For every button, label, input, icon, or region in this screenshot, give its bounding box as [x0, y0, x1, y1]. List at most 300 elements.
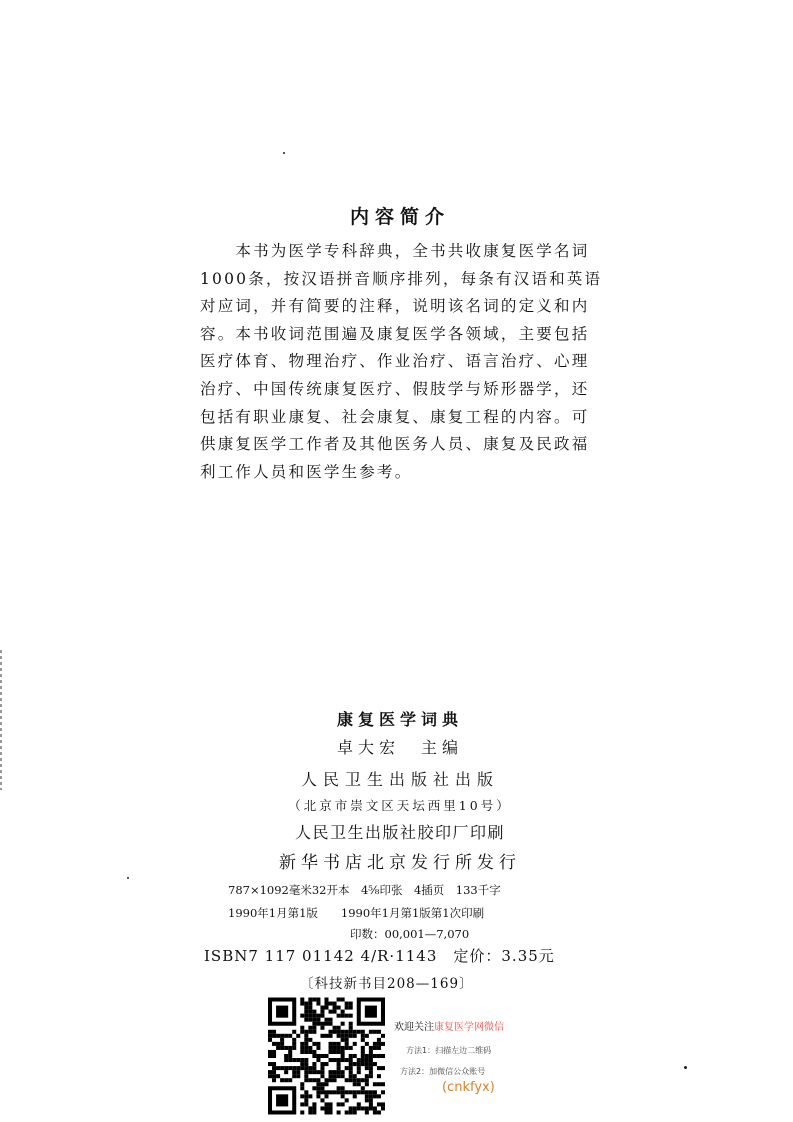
qr-module [349, 1014, 353, 1018]
welcome-highlight: 康复医学网微信 [434, 1022, 504, 1033]
qr-module [284, 1058, 288, 1062]
qr-module [304, 1038, 308, 1042]
qr-module [324, 1002, 328, 1006]
qr-module [308, 1014, 312, 1018]
qr-module [341, 1022, 345, 1026]
qr-module [320, 1034, 324, 1038]
qr-module [316, 1014, 320, 1018]
qr-module [320, 1014, 324, 1018]
qr-module [304, 1078, 308, 1082]
qr-module [365, 1110, 369, 1114]
qr-module [300, 1086, 304, 1090]
qr-module [377, 1074, 381, 1078]
qr-module [268, 1054, 272, 1058]
qr-module [333, 1010, 337, 1014]
qr-module [304, 1102, 308, 1106]
qr-module [280, 1066, 284, 1070]
qr-module [377, 1066, 381, 1070]
qr-module [377, 1030, 381, 1034]
qr-module [272, 1066, 276, 1070]
qr-module [333, 1006, 337, 1010]
qr-module [292, 1070, 296, 1074]
qr-module [300, 1058, 304, 1062]
qr-module [369, 1098, 373, 1102]
qr-module [341, 1030, 345, 1034]
qr-module [337, 1090, 341, 1094]
qr-module [324, 1106, 328, 1110]
qr-module [365, 1078, 369, 1082]
qr-module [333, 1002, 337, 1006]
qr-module [312, 1106, 316, 1110]
qr-module [361, 1038, 365, 1042]
qr-module [341, 1050, 345, 1054]
qr-module [284, 1046, 288, 1050]
qr-module [308, 1006, 312, 1010]
qr-module [337, 1086, 341, 1090]
qr-module [288, 1058, 292, 1062]
qr-module [345, 1042, 349, 1046]
qr-module [312, 1042, 316, 1046]
qr-module [296, 1058, 300, 1062]
qr-module [324, 998, 328, 1002]
qr-module [349, 1070, 353, 1074]
qr-module [320, 1106, 324, 1110]
publisher-address: （北京市崇文区天坛西里10号） [288, 798, 512, 813]
qr-module [300, 1062, 304, 1066]
qr-module [324, 1006, 328, 1010]
scan-speck [127, 877, 129, 879]
qr-module [345, 1090, 349, 1094]
qr-module [320, 1086, 324, 1090]
qr-module [353, 1074, 357, 1078]
qr-module [276, 1066, 280, 1070]
qr-module [337, 1070, 341, 1074]
qr-module [280, 1046, 284, 1050]
qr-module [288, 1078, 292, 1082]
qr-module [300, 1026, 304, 1030]
qr-module [288, 1054, 292, 1058]
qr-module [316, 1018, 320, 1022]
qr-module [357, 1066, 361, 1070]
qr-module [349, 1106, 353, 1110]
intro-line: 1000条，按汉语拼音顺序排列，每条有汉语和英语 [200, 269, 603, 288]
qr-module [316, 1002, 320, 1006]
qr-module [304, 1098, 308, 1102]
qr-module [361, 1050, 365, 1054]
qr-module [345, 1098, 349, 1102]
scan-speck [283, 152, 285, 154]
qr-module [272, 1030, 276, 1034]
qr-module [324, 1094, 328, 1098]
qr-module [292, 1066, 296, 1070]
qr-module [369, 1070, 373, 1074]
qr-module [320, 1082, 324, 1086]
qr-module [312, 1026, 316, 1030]
qr-module [341, 1086, 345, 1090]
qr-module [312, 1010, 316, 1014]
qr-module [284, 1034, 288, 1038]
qr-module [361, 1054, 365, 1058]
qr-module [324, 1090, 328, 1094]
qr-module [304, 1030, 308, 1034]
qr-module [288, 1050, 292, 1054]
qr-module [320, 1062, 324, 1066]
qr-module [361, 1086, 365, 1090]
qr-module [329, 1022, 333, 1026]
qr-module [333, 1078, 337, 1082]
qr-module [369, 1106, 373, 1110]
qr-module [353, 1030, 357, 1034]
intro-line: 包括有职业康复、社会康复、康复工程的内容。可 [200, 407, 590, 426]
qr-module [292, 1042, 296, 1046]
qr-module [268, 1070, 272, 1074]
qr-module [341, 1034, 345, 1038]
qr-module [337, 1062, 341, 1066]
qr-module [349, 1110, 353, 1114]
watermark-account: (cnkfyx) [442, 1080, 495, 1095]
qr-module [324, 1062, 328, 1066]
qr-code-icon [268, 997, 385, 1115]
qr-module [381, 1090, 385, 1094]
qr-module [316, 1082, 320, 1086]
qr-module [329, 1110, 333, 1114]
qr-module [361, 1062, 365, 1066]
qr-module [369, 1074, 373, 1078]
qr-module [308, 1094, 312, 1098]
publisher: 人民卫生出版社出版 [300, 770, 499, 789]
qr-module [341, 1010, 345, 1014]
qr-module [369, 1090, 373, 1094]
qr-module [357, 1106, 361, 1110]
qr-module [268, 1034, 272, 1038]
qr-module [292, 1074, 296, 1078]
qr-module [272, 1050, 276, 1054]
qr-module [377, 1082, 381, 1086]
qr-module [300, 1050, 304, 1054]
qr-module [312, 1022, 316, 1026]
qr-module [308, 1038, 312, 1042]
qr-module [341, 998, 345, 1002]
qr-module [373, 1094, 377, 1098]
qr-module [365, 1106, 369, 1110]
qr-module [284, 1078, 288, 1082]
qr-module [304, 1034, 308, 1038]
qr-module [329, 1078, 333, 1082]
qr-module [353, 1078, 357, 1082]
qr-module [304, 1066, 308, 1070]
qr-module [341, 1102, 345, 1106]
qr-module [357, 1082, 361, 1086]
qr-module [349, 1006, 353, 1010]
qr-module [308, 1018, 312, 1022]
qr-module [304, 1018, 308, 1022]
qr-module [353, 1054, 357, 1058]
qr-module [268, 1050, 272, 1054]
distributor: 新华书店北京发行所发行 [279, 853, 521, 873]
qr-module [296, 1066, 300, 1070]
qr-module [320, 1098, 324, 1102]
qr-module [329, 1002, 333, 1006]
qr-module [337, 1066, 341, 1070]
qr-module [377, 1102, 381, 1106]
qr-module [369, 1030, 373, 1034]
qr-module [320, 1026, 324, 1030]
qr-module [357, 1058, 361, 1062]
qr-module [349, 1002, 353, 1006]
format-info: 787×1092毫米32开本 4⅝印张 4插页 133千字 [228, 883, 501, 897]
qr-module [333, 1030, 337, 1034]
qr-module [341, 1046, 345, 1050]
editor: 卓大宏 主编 [336, 738, 463, 757]
qr-module [349, 1026, 353, 1030]
qr-module [316, 1070, 320, 1074]
qr-module [353, 1042, 357, 1046]
qr-module [288, 1034, 292, 1038]
qr-module [353, 1082, 357, 1086]
qr-module [337, 1006, 341, 1010]
qr-module [312, 1102, 316, 1106]
qr-module [333, 1070, 337, 1074]
qr-module [329, 1046, 333, 1050]
qr-module [324, 1102, 328, 1106]
qr-module [353, 1062, 357, 1066]
qr-module [337, 1110, 341, 1114]
qr-module [304, 1094, 308, 1098]
qr-module [304, 1042, 308, 1046]
qr-module [280, 1038, 284, 1042]
qr-module [341, 1094, 345, 1098]
isbn-price: ISBN7 117 01142 4/R·1143 定价：3.35元 [204, 947, 555, 965]
qr-module [349, 1046, 353, 1050]
qr-module [316, 1054, 320, 1058]
qr-module [369, 1046, 373, 1050]
qr-module [353, 1110, 357, 1114]
qr-module [316, 1022, 320, 1026]
watermark-method2: 方法2：加微信公众账号 [400, 1067, 486, 1076]
qr-module [300, 1042, 304, 1046]
watermark-welcome [394, 1018, 504, 1033]
qr-module [381, 1102, 385, 1106]
qr-module [365, 1074, 369, 1078]
qr-module [345, 1006, 349, 1010]
qr-module [324, 1018, 328, 1022]
qr-module [337, 1030, 341, 1034]
print-run: 印数：00,001—7,070 [350, 927, 470, 941]
qr-module [324, 1082, 328, 1086]
qr-module [300, 1066, 304, 1070]
qr-module [369, 1102, 373, 1106]
intro-paragraph [200, 238, 610, 486]
intro-title: 内容简介 [349, 206, 450, 228]
qr-module [308, 1110, 312, 1114]
qr-module [304, 1046, 308, 1050]
qr-module [337, 1042, 341, 1046]
qr-module [365, 1082, 369, 1086]
qr-module [329, 1018, 333, 1022]
qr-module [308, 1050, 312, 1054]
qr-module [381, 1042, 385, 1046]
qr-module [292, 1046, 296, 1050]
intro-line: 本书为医学专科辞典，全书共收康复医学名词 [200, 242, 590, 260]
qr-module [300, 1030, 304, 1034]
qr-module [349, 1062, 353, 1066]
qr-module [361, 1046, 365, 1050]
qr-module [373, 1090, 377, 1094]
qr-module [345, 1058, 349, 1062]
qr-module [369, 1094, 373, 1098]
qr-module [361, 1030, 365, 1034]
qr-module [377, 1046, 381, 1050]
qr-module [300, 1082, 304, 1086]
qr-module [337, 1058, 341, 1062]
qr-module [369, 1054, 373, 1058]
intro-line: 供康复医学工作者及其他医务人员、康复及民政福 [200, 435, 590, 454]
qr-module [337, 1014, 341, 1018]
qr-module [353, 1094, 357, 1098]
qr-module [308, 1046, 312, 1050]
qr-module [365, 1042, 369, 1046]
qr-module [304, 1062, 308, 1066]
qr-module [365, 1058, 369, 1062]
qr-module [361, 1078, 365, 1082]
qr-module [341, 1070, 345, 1074]
qr-module [316, 1078, 320, 1082]
qr-module [337, 998, 341, 1002]
qr-module [276, 1074, 280, 1078]
qr-module [304, 1090, 308, 1094]
qr-module [276, 1034, 280, 1038]
qr-module [276, 1046, 280, 1050]
qr-module [357, 1078, 361, 1082]
qr-module [324, 1034, 328, 1038]
qr-module [345, 1014, 349, 1018]
qr-module [357, 1030, 361, 1034]
qr-module [268, 1062, 272, 1066]
qr-module [280, 1042, 284, 1046]
qr-module [272, 1054, 276, 1058]
qr-module [288, 1046, 292, 1050]
qr-module [361, 1090, 365, 1094]
qr-module [373, 1082, 377, 1086]
qr-module [312, 1014, 316, 1018]
qr-module [377, 1038, 381, 1042]
qr-module [304, 1074, 308, 1078]
qr-module [349, 1058, 353, 1062]
qr-module [324, 1078, 328, 1082]
qr-module [292, 1030, 296, 1034]
qr-module [349, 1090, 353, 1094]
qr-module [349, 1022, 353, 1026]
qr-module [276, 1042, 280, 1046]
qr-module [272, 1034, 276, 1038]
qr-module [353, 1090, 357, 1094]
edition-info: 1990年1月第1版 1990年1月第1版第1次印刷 [228, 906, 485, 920]
qr-module [333, 1090, 337, 1094]
qr-module [345, 1066, 349, 1070]
qr-module [316, 1042, 320, 1046]
qr-module [296, 1070, 300, 1074]
qr-module [349, 1030, 353, 1034]
qr-module [369, 1062, 373, 1066]
qr-module [353, 1034, 357, 1038]
qr-module [369, 1066, 373, 1070]
qr-module [333, 1046, 337, 1050]
qr-module [272, 1070, 276, 1074]
qr-module [357, 1070, 361, 1074]
qr-module [280, 1034, 284, 1038]
qr-module [308, 1070, 312, 1074]
qr-module [312, 1086, 316, 1090]
qr-module [320, 1066, 324, 1070]
qr-module [292, 1058, 296, 1062]
qr-module [312, 1054, 316, 1058]
scan-edge-mark [0, 650, 2, 790]
qr-module [373, 1030, 377, 1034]
qr-module [349, 1074, 353, 1078]
qr-module [308, 1066, 312, 1070]
intro-line: 容。本书收词范围遍及康复医学各领域，主要包括 [200, 324, 590, 343]
intro-line: 利工作人员和医学生参考。 [200, 462, 413, 481]
qr-module [308, 1026, 312, 1030]
qr-module [324, 1110, 328, 1114]
qr-module [345, 1034, 349, 1038]
catalog-number: 〔科技新书目208—169〕 [300, 976, 474, 992]
qr-module [373, 1062, 377, 1066]
qr-module [349, 1054, 353, 1058]
qr-module [333, 1050, 337, 1054]
qr-module [272, 1074, 276, 1078]
qr-module [320, 1090, 324, 1094]
qr-module [268, 1074, 272, 1078]
qr-module [296, 1034, 300, 1038]
intro-line: 医疗体育、物理治疗、作业治疗、语言治疗、心理 [200, 352, 590, 371]
qr-module [320, 1074, 324, 1078]
qr-module [345, 1002, 349, 1006]
qr-module [329, 1058, 333, 1062]
qr-module [377, 1054, 381, 1058]
qr-module [308, 1106, 312, 1110]
qr-module [300, 1110, 304, 1114]
qr-module [329, 1090, 333, 1094]
qr-module [365, 1098, 369, 1102]
qr-module [320, 1070, 324, 1074]
qr-module [312, 1030, 316, 1034]
qr-module [369, 1058, 373, 1062]
qr-module [312, 1070, 316, 1074]
book-title: 康复医学词典 [336, 710, 463, 729]
qr-module [329, 1034, 333, 1038]
qr-module [304, 1014, 308, 1018]
qr-module [316, 1090, 320, 1094]
qr-module [349, 1034, 353, 1038]
qr-module [345, 1046, 349, 1050]
qr-module [268, 1038, 272, 1042]
qr-module [300, 1014, 304, 1018]
qr-module [300, 1094, 304, 1098]
qr-module [304, 1010, 308, 1014]
qr-module [329, 1042, 333, 1046]
qr-module [329, 1102, 333, 1106]
watermark-method1: 方法1：扫描左边二维码 [406, 1046, 492, 1055]
qr-module [373, 1042, 377, 1046]
qr-module [312, 1078, 316, 1082]
qr-module [365, 1054, 369, 1058]
qr-module [341, 1074, 345, 1078]
qr-module [329, 1010, 333, 1014]
qr-module [365, 1066, 369, 1070]
qr-module [365, 1034, 369, 1038]
qr-module [369, 1050, 373, 1054]
